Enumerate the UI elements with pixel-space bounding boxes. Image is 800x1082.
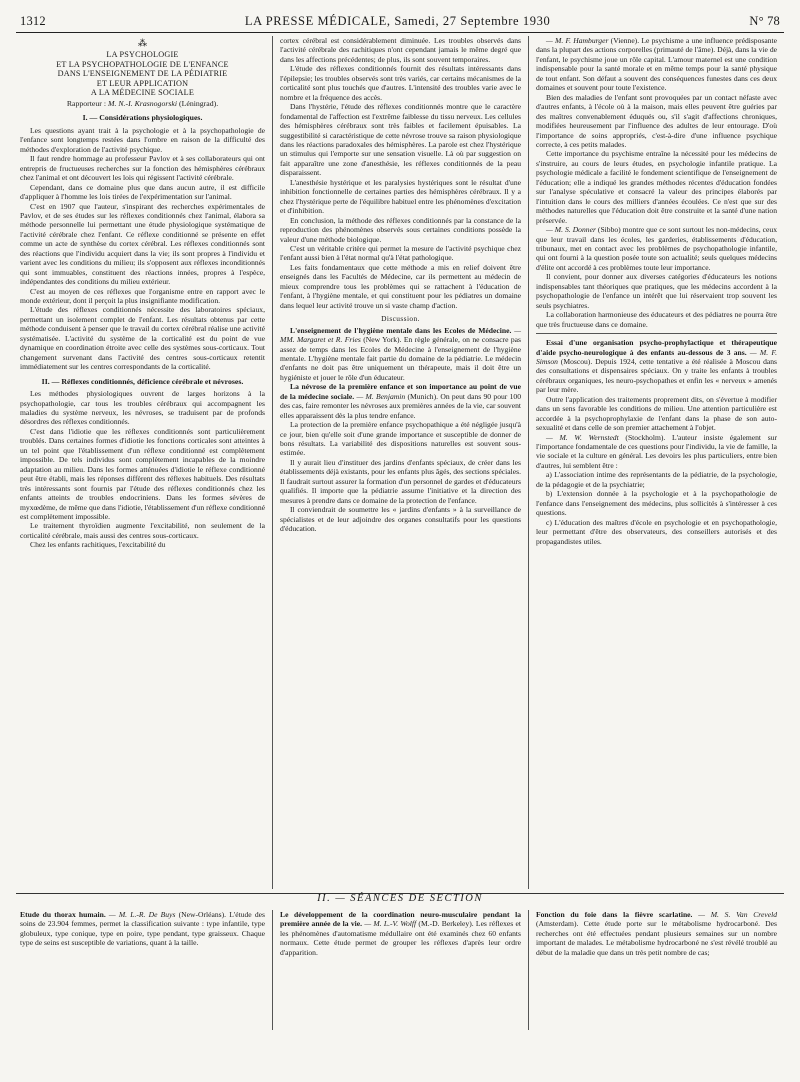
item-title: L'enseignement de l'hygiène mentale dans les Ecoles de Médecine. <box>290 325 512 335</box>
column-rule <box>536 333 777 334</box>
discussion-item <box>536 433 777 471</box>
column-3 <box>528 36 784 889</box>
item-title: Fonction du foie dans la fièvre scarlatine. <box>536 910 693 919</box>
item-title: La névrose de la première enfance et son importance au point de vue de la médecine sociale. <box>280 382 521 401</box>
paragraph: Dans l'hystérie, l'étude des réflexes conditionnés montre que le caractère fondamental de l'affection est l'extrême faiblesse du tissu nerveux. Les cellules des hémisphères cérébraux sont très faibles et facilement épuisables. La suggestibilité si caractéristique de cette névrose trouve sa raison physiologique dans les réactions paradoxales des hémisphères. La parole est chez l'hystérique un stimulus qui l'emporte sur une sensation visuelle. Là où par suggestion on fait apparaître une zone d'anesthésie, les réflexes conditionnés de la peau disparaissent. <box>280 102 521 178</box>
main-columns <box>16 36 784 889</box>
headline-line: ET LEUR APPLICATION <box>96 78 189 88</box>
issue-number: N° 78 <box>749 14 780 28</box>
paragraph: La collaboration harmonieuse des éducateurs et des pédiatres ne pourra être que très fructueuse dans ce domaine. <box>536 310 777 329</box>
item-author: — M. L.-R. De Buys <box>105 910 176 919</box>
item-title: Essai d'une organisation psycho-prophylactique et thérapeutique d'aide psycho-neurologique à des enfants au-dessous de 3 ans. <box>536 338 777 357</box>
item-text: (Stockholm). L'auteur insiste également sur l'importance fondamentale de ces questions pour l'individu, la vie de famille, la vie sociale et la culture en général. Les devoirs les plus particuliers, entre bien d'autres, lui semblent être : <box>536 432 777 470</box>
paragraph: Il y aurait lieu d'instituer des jardins d'enfants spéciaux, de créer dans les établissements déjà existants, pour les enfants plus âgés, des sections spéciales. Il faudrait surtout assurer la formation d'un personnel de gardes et d'éducateurs qualifiés. Il importe que la pédiatrie assume l'initiative et la direction des mesures à prendre dans ce domaine de la protection de l'enfance. <box>280 457 521 505</box>
item-author: — M. W. Wernstedt <box>546 432 619 442</box>
column-1 <box>16 36 272 889</box>
item-author: — M. L.-V. Wolff <box>362 919 417 929</box>
paragraph: cortex cérébral est considérablement diminuée. Les troubles observés dans l'activité cérébrale des rachitiques n'ont cependant jamais le même degré que dans les affections précédentes; de plus, ils sont souvent temporaires. <box>280 36 521 64</box>
section-banner <box>16 893 784 908</box>
discussion-item <box>280 326 521 383</box>
communication-item <box>536 910 777 957</box>
list-item: a) L'association intime des représentants de la pédiatrie, de la psychologie, de la pédagogie et de la psychiatrie; <box>536 470 777 489</box>
paragraph: L'anesthésie hystérique et les paralysies hystériques sont le résultat d'une inhibition fonctionnelle de certaines parties des hémisphères cérébraux. Il y a chez l'hystérique perte de l'équilibre habituel entre les phénomènes d'excitation et d'inhibition. <box>280 177 521 216</box>
paragraph: C'est un véritable critère qui permet la mesure de l'activité psychique chez l'enfant aussi bien à l'état normal qu'à l'état pathologique. <box>280 243 521 263</box>
paragraph: Cependant, dans ce domaine plus que dans aucun autre, il est difficile d'appliquer à l'homme les lois tirées de l'expérimentation sur l'animal. <box>20 182 265 202</box>
bottom-columns <box>16 910 784 1030</box>
headline-line: DANS L'ENSEIGNEMENT DE LA PÉDIATRIE <box>57 69 228 79</box>
paragraph: Il faut rendre hommage au professeur Pavlov et à ses collaborateurs qui ont entrepris de fructueuses recherches sur la fonction des hémisphères cérébraux chez l'animal et ont découvert les lois qui régissent l'activité cérébrale. <box>20 154 265 183</box>
seances-heading: II. — SÉANCES DE SECTION <box>317 893 483 904</box>
paragraph: Chez les enfants rachitiques, l'excitabilité du <box>30 540 166 550</box>
item-text: (New York). En règle générale, on ne consacre pas assez de temps dans les Ecoles de Médecine à l'enseignement de l'hygiène mentale. L'hygiène mentale fait partie du domaine de la pédiatrie. Le médecin d'enfants ne doit pas être uniquement un thérapeute, mais il doit être un hygiéniste et jouer le rôle d'un éducateur. <box>280 335 521 382</box>
paragraph: Les faits fondamentaux que cette méthode a mis en relief doivent être enseignés dans les Facultés de Médecine, car ils permettent au médecin de mieux comprendre tous les problèmes qui se rattachent à l'éducation de l'enfant, à l'hygiène mentale, et qui constituent pour les pédiatres un domaine dans lequel leur activité trouve un si vaste champ d'action. <box>280 262 521 310</box>
discussion-item <box>536 36 777 93</box>
paragraph: Le traitement thyroïdien augmente l'excitabilité, non seulement de la corticalité cérébrale, mais aussi des centres sous-corticaux. <box>20 521 265 540</box>
paragraph: La protection de la première enfance psychopathique a été négligée jusqu'à ce jour, bien qu'elle soit d'une grande importance et susceptible de donner de bons résultats. La variabilité des dispositions naturelles est souvent sous-estimée. <box>280 420 521 458</box>
item-text: (Amsterdam). Cette étude porte sur le métabolisme hydrocarboné. Des recherches ont été effectuées pendant plusieurs semaines sur un nombre important de malades. Le métabolisme hydrocarboné ne s'est révélé troublé au début de la maladie que dans un très petit nombre de cas; <box>536 919 777 957</box>
item-title: Etude du thorax humain. <box>20 910 106 919</box>
rapporteur-label: Rapporteur : <box>66 98 108 108</box>
item-title: Le développement de la coordination neuro-musculaire pendant la première année de la vie. <box>280 910 521 929</box>
item-text: (Munich). On peut dans 90 pour 100 des cas, faire remonter les névroses aux premières années de la vie, car souvent elles apparaissent dès la plus tendre enfance. <box>280 391 522 420</box>
headline-line: LA PSYCHOLOGIE <box>106 50 179 59</box>
discussion-item <box>536 225 777 272</box>
list-item: c) L'éducation des maîtres d'école en psychologie et en psychopathologie, leur permettant d'être des observateurs, des conseillers autorisés et des propagandistes utiles. <box>536 517 777 546</box>
item-author: — MM. Margaret et R. Fries <box>280 325 521 345</box>
article-headline <box>20 50 265 98</box>
journal-title: LA PRESSE MÉDICALE, Samedi, 27 Septembre 1930 <box>244 14 551 28</box>
paragraph: Les questions ayant trait à la psychologie et à la psychopathologie de l'enfance sont longtemps restées dans l'ombre en raison de la difficulté des méthodes d'exploration de l'activité psychique. <box>20 125 265 154</box>
bottom-column-1 <box>16 910 272 1030</box>
paragraph: Il conviendrait de soumettre les « jardins d'enfants » à la surveillance de spécialistes et de leur adjoindre des organes consultatifs pour les questions d'éducation. <box>280 505 521 534</box>
paragraph: Outre l'application des traitements proprement dits, on s'évertue à modifier dans un sens favorable les conditions de milieu. Une attention particulière est accordée à la psychoprophylaxie de l'enfant dans la phase de son auto-sexualité et dans celle de son premier attachement à l'objet. <box>536 394 777 433</box>
item-author: — M. S. Donner <box>546 225 596 235</box>
item-author: — M. Benjamin <box>354 391 406 401</box>
rapporteur-line <box>20 99 265 108</box>
section-heading-2: II. — Réflexes conditionnés, déficience cérébrale et névroses. <box>41 376 244 386</box>
item-author: — M. F. Simson <box>536 347 777 366</box>
rapporteur-city: (Léningrad). <box>177 98 219 108</box>
headline-line: A LA MÉDECINE SOCIALE <box>90 88 195 98</box>
paragraph: C'est au moyen de ces réflexes que l'organisme entre en rapport avec le monde extérieur, dont il perçoit la plus insignifiante modification. <box>20 286 265 306</box>
paragraph: Il convient, pour donner aux diverses catégories d'éducateurs les notions indispensables tant théoriques que pratiques, que les médecins accordent à la psychopathologie de l'enfance un intérêt que lui réservaient trop souvent les seuls psychiatres. <box>536 272 777 310</box>
paragraph: L'étude des réflexes conditionnés nécessite des laboratoires spéciaux, permettant un isolement complet de l'enfant. Les résultats obtenus par cette méthode conduisent à penser que le travail du cortex cérébral réalise une activité systématisée. L'activité du système de la corticalité est du point de vue dynamique en coordination étroite avec celle des systèmes sous-corticaux. Tout changement survenant dans l'activité des centres sous-corticaux retentit immédiatement sur les centres correspondants de la corticalité. <box>20 305 265 372</box>
bottom-column-3 <box>528 910 784 1030</box>
rapporteur-name: M. N.-I. Krasnogorski <box>107 98 178 108</box>
item-text: (Vienne). Le psychisme a une influence prédisposante dans la plupart des actions corporelles (primauté de l'âme). Déjà, dans la vie de l'enfant, le psychisme joue un rôle capital. L'amour maternel est une condition indispensable pour la santé morale et en même temps pour la santé physique de tout enfant. Son défaut a souvent des conséquences funestes dans ces deux domaines et souvent pour toute l'existence. <box>536 36 778 93</box>
communication-item <box>20 910 265 948</box>
section-heading-1: I. — Considérations physiologiques. <box>82 113 203 123</box>
asterism-ornament: ⁂ <box>138 38 147 48</box>
discussion-item <box>280 382 521 420</box>
paragraph: Les méthodes physiologiques ouvrent de larges horizons à la psychopathologie, car tous les troubles cérébraux qui accompagnent les maladies du système nerveux, les névroses, se traduisent par de profonds désordres des réflexes conditionnés. <box>20 389 265 427</box>
item-text: (M.-D. Berkeley). Les réflexes et les phénomènes d'automatisme médullaire ont été examinés chez 60 enfants normaux. Cette étude permet de grouper les réflexes d'après leur ordre d'apparition. <box>280 919 521 957</box>
item-text: (Moscou). Depuis 1924, cette tentative a été réalisée à Moscou dans des consultations et dispensaires spéciaux. On y traite les enfants à troubles cérébraux organiques, les neuro-psychopathes et enfin les « nerveux » amenés par leur mère. <box>536 356 777 395</box>
paragraph: L'étude des réflexes conditionnés fournit des résultats intéressants dans l'épilepsie; les troubles observés sont très variés, car certains mécanismes de la corticalité sont plus touchés que d'autres. L'intensité des troubles varie avec le nombre et la fréquence des accès. <box>280 64 521 102</box>
communication-item <box>280 910 521 957</box>
paragraph: En conclusion, la méthode des réflexes conditionnés par la constance de la reproduction des phénomènes observés sous certaines conditions possède la valeur d'une méthode biologique. <box>280 215 521 244</box>
page-number: 1312 <box>20 14 46 28</box>
headline-line: ET LA PSYCHOPATHOLOGIE DE L'ENFANCE <box>56 59 229 69</box>
paragraph: C'est dans l'idiotie que les réflexes conditionnés sont particulièrement troublés. Dans certaines formes d'idiotie les fonctions corticales sont atteintes à un tel point que l'établissement d'un réflexe conditionné est complètement impossible. De tels individus sont complètement incapables de la moindre adaptation au milieu. Dans les formes atténuées d'idiotie le réflexe conditionné peut être établi, mais les réponses diffèrent des réflexes habituels. Des résultats très intéressants sont fournis par l'étude des réflexes conditionnés chez les enfants atteints de troubles endocriniens. Dans les formes sévères de myxœdème, de même que dans l'idiotie, l'établissement d'un réflexe conditionné est complètement impossible. <box>20 426 265 521</box>
item-author: — M. F. Hamburger <box>546 36 609 45</box>
item-text: (New-Orléans). L'étude des soins de 23.904 femmes, permet la classification suivante : type infantile, type globuleux, type conique, type en poire, type pendant, type graisseux. Chaque type de seins est susceptible de variations, quant à la taille. <box>20 910 265 948</box>
paragraph: Cette importance du psychisme entraîne la nécessité pour les médecins de s'instruire, au cours de leurs études, en psychologie infantile pratique. La psychologie médicale a facilité le fondement scientifique de l'enseignement de l'éducation; elle a indiqué les grandes méthodes récentes d'éducation fondées sur l'analyse spéculative et consacré la valeur des principes élaborés par l'intuition dans le cours des milliers d'années écoulées. Ce n'est que sur des méthodes naturelles que l'éducation doit être construite et la santé d'une nation préservée. <box>536 149 777 225</box>
item-text: (Sibbo) montre que ce sont surtout les non-médecins, ceux que leur travail dans les écoles, les garderies, établissements d'éducation, tribunaux, met en contact avec les problèmes de psychopathologie infantile, qui ont fourni à la question posée toute son actualité; seuls quelques médecins d'élite ont accordé à ces problèmes toute leur importance. <box>536 225 777 272</box>
discussion-heading: Discussion. <box>381 314 420 324</box>
item-author: — M. S. Van Creveld <box>692 910 777 919</box>
page-header <box>16 14 784 33</box>
discussion-item <box>536 338 777 395</box>
paragraph: Bien des maladies de l'enfant sont provoquées par un contact néfaste avec d'autres enfants, à l'école où à la maison, mais elles peuvent être guéries par des maîtres convenablement éduqués ou, s'il s'agit d'affections chroniques, modifiées heureusement par l'influence des adultes de leur entourage. D'où l'importance de soins appropriés, c'est-à-dire d'une influence psychique correcte, à ces petits malades. <box>536 92 777 149</box>
paragraph: C'est en 1907 que l'auteur, s'inspirant des recherches expérimentales de Pavlov, et de ses études sur les réflexes conditionnés chez l'animal, élabora sa méthode personnelle lui permettant une étude physiologique systématique de l'activité cérébrale chez l'enfant. Ce réflexe conditionné se présente en effet comme un acte de synthèse du cortex cérébral. Les réflexes conditionnés sont des réactions que l'individu acquiert dans la vie; ils sont propres à l'individu et varient avec les conditions du milieu; ils s'opposent aux réflexes inconditionnés qui sont immuables, constituent des réactions innées, propres à l'espèce, indépendantes des conditions du milieu extérieur. <box>20 201 265 287</box>
column-2 <box>272 36 528 889</box>
list-item: b) L'extension donnée à la psychologie et à la psychopathologie de l'enfance dans l'enseignement des médecins, plus sollicités à s'intéresser à ces questions. <box>536 489 777 518</box>
bottom-column-2 <box>272 910 528 1030</box>
